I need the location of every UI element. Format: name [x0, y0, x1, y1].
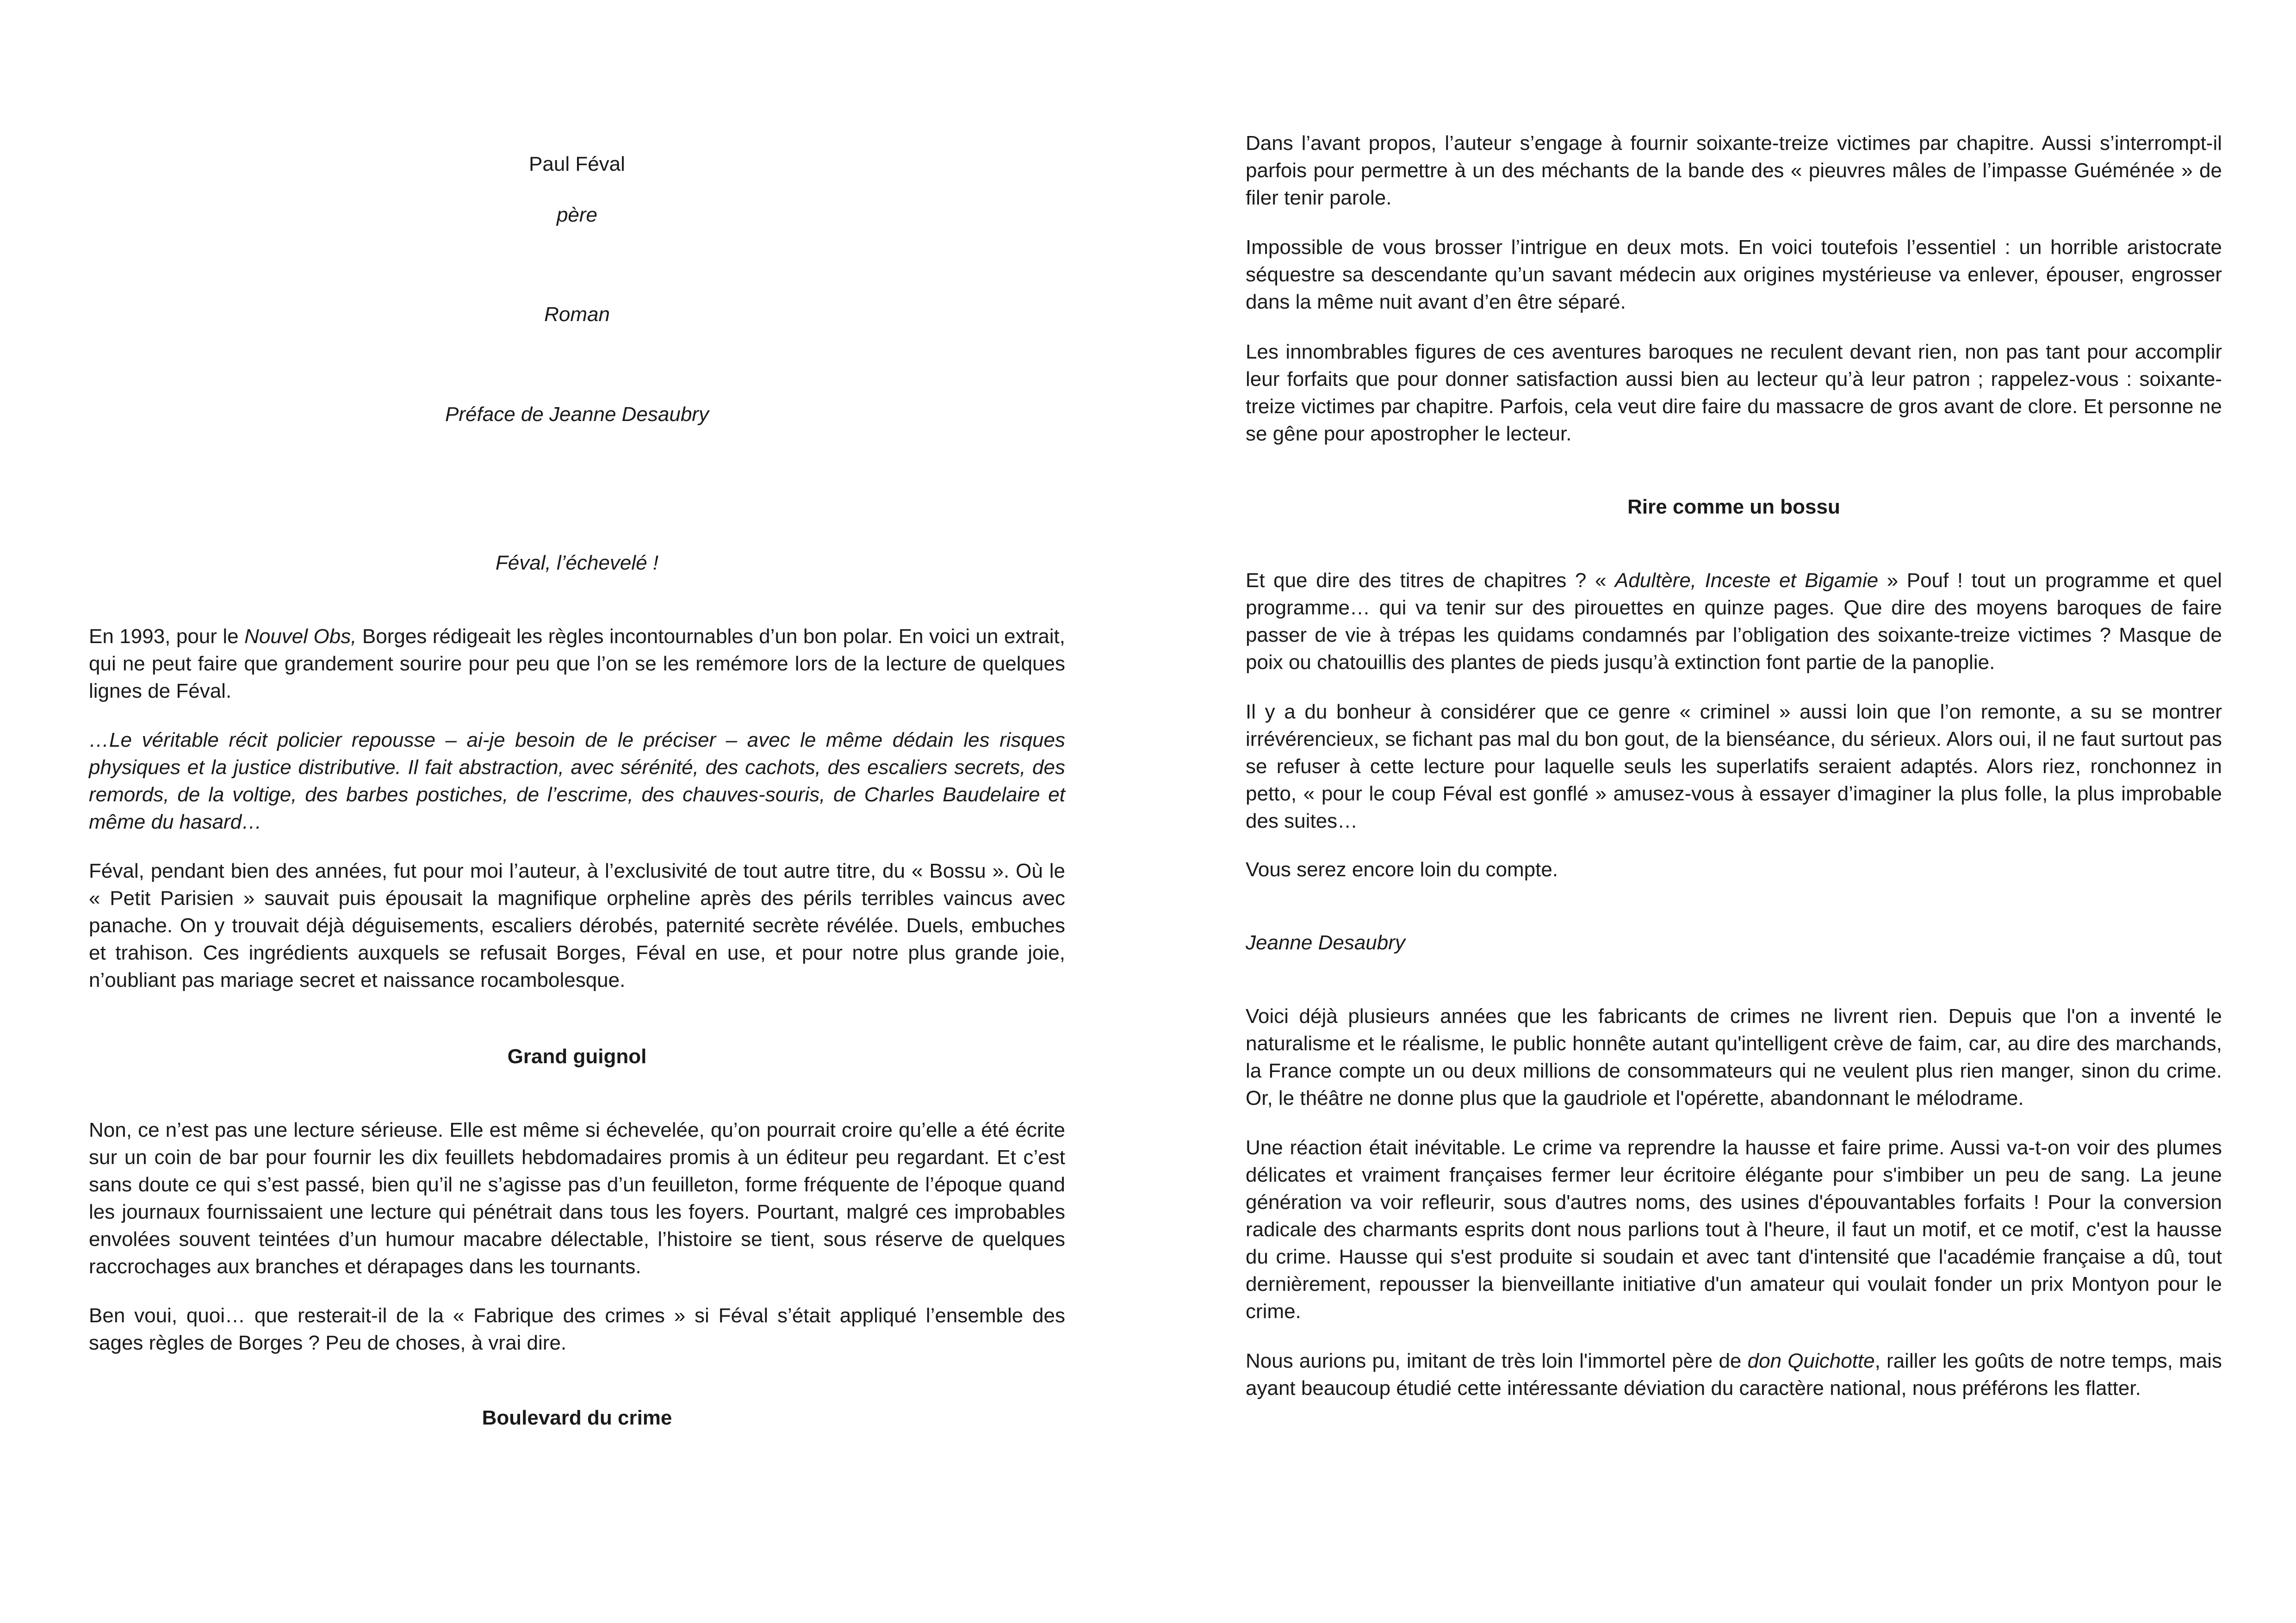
preface-title: Féval, l’échevelé !	[495, 551, 659, 574]
paragraph: Nous aurions pu, imitant de très loin l'immortel père de don Quichotte, railler les goûts de notre temps, mais ayant beaucoup étudié cette intéressante déviation du caractère national, nous préférons les flatter.	[1246, 1350, 2222, 1400]
paragraph: Vous serez encore loin du compte.	[1246, 858, 1558, 881]
paragraph: Non, ce n’est pas une lecture sérieuse. Elle est même si échevelée, qu’on pourrait croire qu’elle a été écrite sur un coin de bar pour fournir les dix feuillets hebdomadaires promis à un éditeur peu regardant. Et c’est sans doute ce qui s’est passé, bien qu’il ne s’agisse pas d’un feuilleton, forme fréquente de l’époque quand les journaux fournissaient une lecture qui pénétrait dans tous les foyers. Pourtant, malgré ces improbables envolées souvent teintées d’un humour macabre délectable, l’histoire se tient, sous réserve de quelques raccrochages aux branches et dérapages dans les tournants.	[89, 1119, 1065, 1278]
author-name: Paul Féval	[529, 153, 625, 175]
genre-label: Roman	[544, 303, 610, 326]
book-title: don Quichotte	[1747, 1350, 1875, 1372]
paragraph: Ben voui, quoi… que resterait-il de la « Fabrique des crimes » si Féval s’était appliqué l’ensemble des sages règles de Borges ? Peu de choses, à vrai dire.	[89, 1304, 1065, 1354]
paragraph: Dans l’avant propos, l’auteur s’engage à fournir soixante-treize victimes par chapitre. Aussi s’interrompt-il parfois pour permettre à un des méchants de la bande des « pieuvres mâles de l’impasse Guéménée » de filer tenir parole.	[1246, 132, 2222, 209]
paragraph: Une réaction était inévitable. Le crime va reprendre la hausse et faire prime. Aussi va-t-on voir des plumes délicates et vraiment françaises fermer leur écritoire élégante pour s'imbiber un peu de sang. La jeune génération va voir refleurir, sous d'autres noms, des usines d'épouvantables forfaits ! Pour la conversion radicale des charmants esprits dont nous parlions tout à l'heure, il faut un motif, et ce motif, c'est la hausse du crime. Hausse qui s'est produite si soudain et avec tant d'intensité que l'académie française a dû, tout dernièrement, repousser la bienveillante initiative d'un amateur qui voulait fonder un prix Montyon pour le crime.	[1246, 1136, 2222, 1323]
signature: Jeanne Desaubry	[1246, 931, 1405, 954]
author-suffix: père	[556, 204, 598, 226]
section-heading: Grand guignol	[507, 1045, 647, 1068]
borges-quote: …Le véritable récit policier repousse – ai-je besoin de le préciser – avec le même dédain les risques physiques et la justice distributive. Il fait abstraction, avec sérénité, des cachots, des escaliers secrets, des remords, de la voltige, des barbes postiches, de l’escrime, des chauves-souris, de Charles Baudelaire et même du hasard…	[89, 729, 1065, 833]
paragraph: En 1993, pour le Nouvel Obs, Borges rédigeait les règles incontournables d’un bon polar. En voici un extrait, qui ne peut faire que grandement sourire pour peu que l’on se les remémore lors de la lecture de quelques lignes de Féval.	[89, 625, 1066, 702]
publication-title: Nouvel Obs,	[244, 625, 357, 648]
section-heading: Boulevard du crime	[482, 1406, 672, 1429]
paragraph: Les innombrables figures de ces aventures baroques ne reculent devant rien, non pas tant pour accomplir leur forfaits que pour donner satisfaction aussi bien au lecteur qu’à leur patron ; rappelez-vous : soixante-treize victimes par chapitre. Parfois, cela veut dire faire du massacre de gros avant de clore. Et personne ne se gêne pour apostropher le lecteur.	[1246, 341, 2222, 445]
paragraph: Voici déjà plusieurs années que les fabricants de crimes ne livrent rien. Depuis que l'on a inventé le naturalisme et le réalisme, le public honnête autant qu'intelligent crève de faim, car, au dire des marchands, la France compte un ou deux millions de consommateurs qui ne veulent plus rien manger, sinon du crime. Or, le théâtre ne donne plus que la gaudriole et l'opérette, abandonnant le mélodrame.	[1246, 1005, 2222, 1109]
paragraph: Il y a du bonheur à considérer que ce genre « criminel » aussi loin que l’on remonte, a su se montrer irrévérencieux, se fichant pas mal du bon gout, de la bienséance, du sérieux. Alors oui, il ne faut surtout pas se refuser à cette lecture pour laquelle seuls les superlatifs seraient adaptés. Alors riez, ronchonnez in petto, « pour le coup Féval est gonflé » amusez-vous à essayer d’imaginer la plus folle, la plus improbable des suites…	[1246, 700, 2222, 832]
preface-credit: Préface de Jeanne Desaubry	[445, 403, 709, 426]
paragraph: Et que dire des titres de chapitres ? « Adultère, Inceste et Bigamie » Pouf ! tout un programme et quel programme… qui va tenir sur des pirouettes en quinze pages. Que dire des moyens baroques de faire passer de vie à trépas les quidams condamnés par l’obligation des soixante-treize victimes ? Masque de poix ou chatouillis des plantes de pieds jusqu’à extinction font partie de la panoplie.	[1246, 569, 2222, 674]
paragraph: Féval, pendant bien des années, fut pour moi l’auteur, à l’exclusivité de tout autre titre, du « Bossu ». Où le « Petit Parisien » sauvait puis épousait la magnifique orpheline après des périls terribles vaincus avec panache. On y trouvait déjà déguisements, escaliers dérobés, paternité secrète révélée. Duels, embuches et trahison. Ces ingrédients auxquels se refusait Borges, Féval en use, et pour notre plus grande joie, n’oubliant pas mariage secret et naissance rocambolesque.	[89, 860, 1065, 991]
section-heading: Rire comme un bossu	[1627, 496, 1840, 518]
paragraph: Impossible de vous brosser l’intrigue en deux mots. En voici toutefois l’essentiel : un horrible aristocrate séquestre sa descendante qu’un savant médecin aux origines mystérieuse va enlever, épouser, engrosser dans la même nuit avant d’en être séparé.	[1246, 236, 2222, 313]
chapter-title: Adultère, Inceste et Bigamie	[1614, 569, 1879, 592]
